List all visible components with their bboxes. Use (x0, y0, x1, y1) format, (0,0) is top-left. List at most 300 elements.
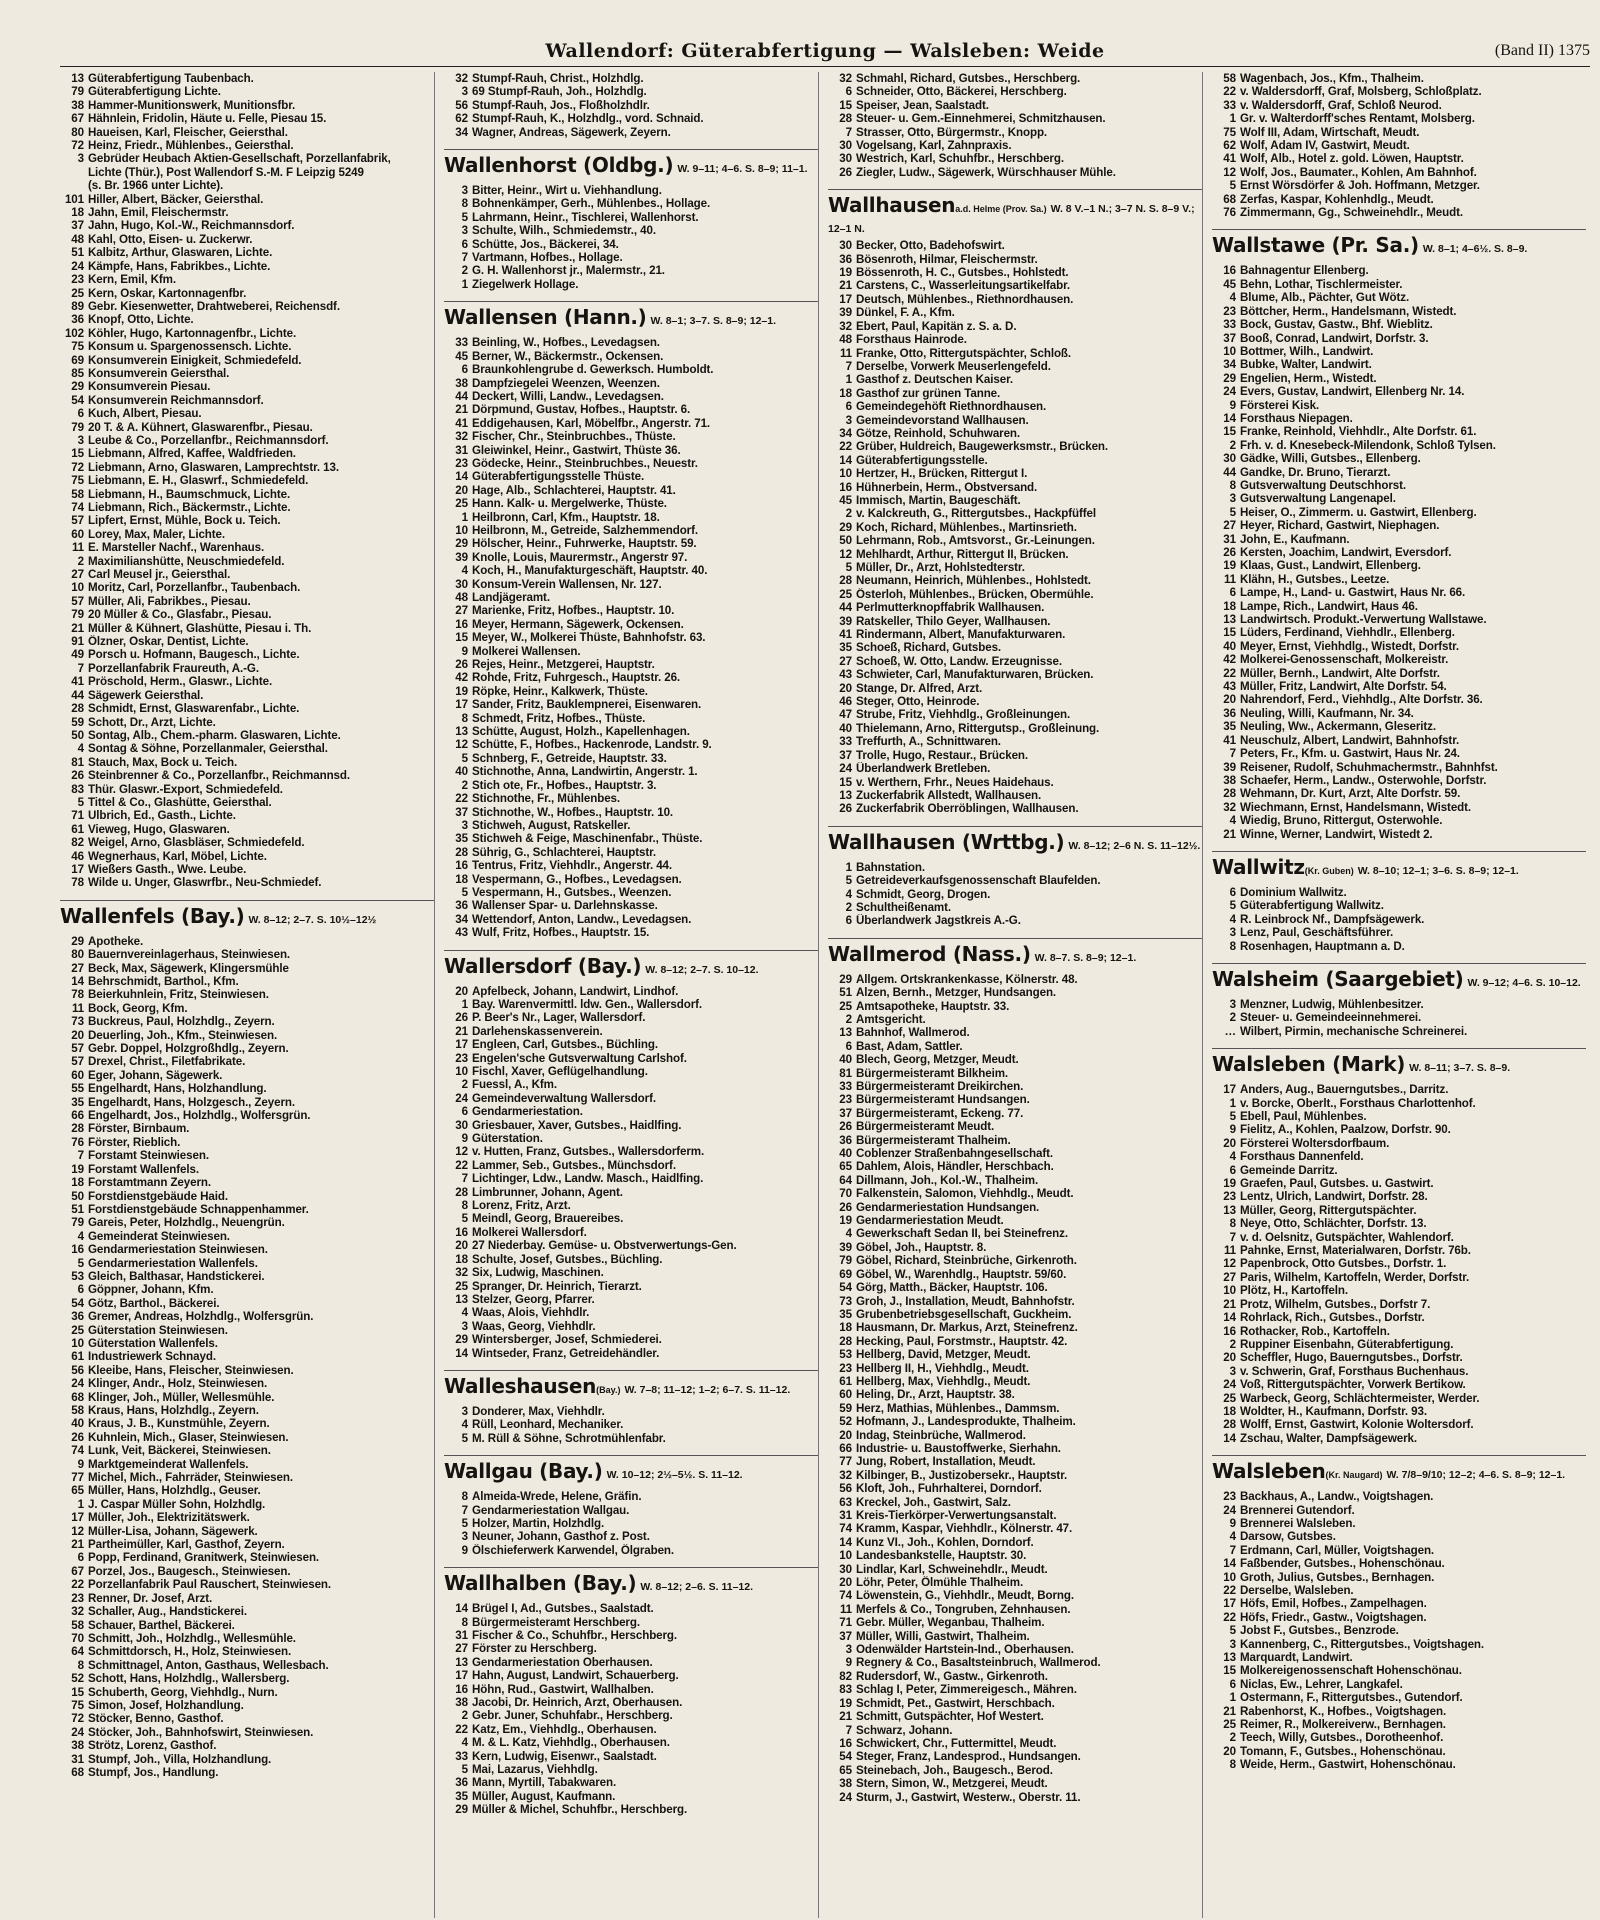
directory-entry (60, 1686, 434, 1699)
entry-text: Regnery & Co., Basaltsteinbruch, Wallmerod. (856, 1656, 1101, 1670)
entry-number: 75 (71, 474, 84, 488)
entry-number: 50 (71, 728, 84, 742)
directory-entry (60, 1176, 434, 1189)
directory-entry (60, 1002, 434, 1015)
office-hours: W. 10–12; 2½–5½. S. 11–12. (606, 1469, 743, 1482)
directory-entry (444, 1025, 818, 1038)
directory-entry (1212, 886, 1586, 899)
directory-entry (828, 333, 1202, 346)
directory-entry (828, 1496, 1202, 1509)
entry-number: 59 (71, 715, 84, 729)
entry-number: 66 (71, 1109, 84, 1123)
directory-entry (1212, 1745, 1586, 1758)
directory-entry (828, 1040, 1202, 1053)
entry-number: 5 (1229, 899, 1236, 913)
entry-number: 1 (845, 373, 852, 387)
entry-number: … (1224, 1024, 1236, 1038)
entry-number: 43 (1223, 680, 1236, 694)
entry-number: 5 (461, 1763, 468, 1777)
entry-text: Konsumverein Geiersthal. (88, 366, 230, 380)
entry-text: Gendarmeriestation Wallenfels. (88, 1256, 258, 1270)
entry-text: Gebr. Doppel, Holzgroßhdlg., Zeyern. (88, 1042, 289, 1056)
directory-entry (60, 1055, 434, 1068)
entry-text: Stichnothe, Anna, Landwirtin, Angerstr. 1. (472, 765, 698, 779)
entry-number: 4 (1229, 814, 1236, 828)
entry-number: 16 (455, 859, 468, 873)
directory-entry (444, 390, 818, 403)
directory-entry (1212, 85, 1586, 98)
entry-number: 32 (455, 1266, 468, 1280)
entry-text: Perlmutterknopffabrik Wallhausen. (856, 601, 1045, 615)
directory-entry (444, 698, 818, 711)
directory-entry (828, 1388, 1202, 1401)
entry-number: 3 (461, 85, 468, 99)
entry-text: Sontag, Alb., Chem.-pharm. Glaswaren, Lichte. (88, 728, 341, 742)
entry-text: Becker, Otto, Badehofswirt. (856, 239, 1005, 253)
entry-number: 1 (1229, 112, 1236, 126)
entry-number: 14 (1223, 1311, 1236, 1325)
entry-number: 69 (839, 1267, 852, 1281)
entry-text: Wulf, Fritz, Hofbes., Hauptstr. 15. (472, 926, 650, 940)
entry-number: 16 (839, 480, 852, 494)
entry-number: 61 (839, 1374, 852, 1388)
entry-text: Strasser, Otto, Bürgermstr., Knopp. (856, 125, 1048, 139)
entry-number: 13 (1223, 1203, 1236, 1217)
entry-number: 48 (839, 333, 852, 347)
entry-text: Schultheißenamt. (856, 900, 952, 914)
entry-text: Marquardt, Landwirt. (1240, 1651, 1353, 1665)
entry-number: 25 (1223, 1391, 1236, 1405)
directory-entry (60, 1458, 434, 1471)
entry-text: Porzel, Jos., Baugesch., Steinwiesen. (88, 1564, 291, 1578)
entry-text: Stumpf-Rauh, K., Holzhdlg., vord. Schnaid. (472, 112, 704, 126)
directory-entry (828, 521, 1202, 534)
entry-number: 66 (839, 1441, 852, 1455)
entry-text: Engelhardt, Hans, Holzgesch., Zeyern. (88, 1095, 295, 1109)
directory-entry (828, 1683, 1202, 1696)
entry-text: Gemeinde Darritz. (1240, 1163, 1338, 1177)
directory-entry (60, 139, 434, 152)
directory-entry (1212, 99, 1586, 112)
directory-entry (1212, 1611, 1586, 1624)
entry-number: 2 (1229, 1011, 1236, 1025)
entry-number: 23 (455, 456, 468, 470)
entry-number: 28 (455, 845, 468, 859)
directory-entry (1212, 1190, 1586, 1203)
entry-number: 29 (455, 537, 468, 551)
entry-number: 91 (71, 635, 84, 649)
entry-text: Forsthaus Dannenfeld. (1240, 1150, 1364, 1164)
directory-entry (60, 1417, 434, 1430)
entry-number: 2 (461, 1709, 468, 1723)
directory-entry (828, 1000, 1202, 1013)
entry-number: 37 (839, 1106, 852, 1120)
entry-text: Wintersberger, Josef, Schmiederei. (472, 1333, 662, 1347)
entry-text: Götz, Barthol., Bäckerei. (88, 1296, 220, 1310)
entry-text: Wettendorf, Anton, Landw., Levedagsen. (472, 912, 692, 926)
entry-number: 26 (839, 1200, 852, 1214)
entry-number: 17 (455, 1038, 468, 1052)
entry-number: 29 (455, 1803, 468, 1817)
directory-entry (828, 306, 1202, 319)
entry-text: Höfs, Emil, Hofbes., Zampelhagen. (1240, 1597, 1427, 1611)
directory-entry (60, 1699, 434, 1712)
directory-entry (444, 1656, 818, 1669)
directory-entry (444, 1405, 818, 1418)
directory-entry (828, 1013, 1202, 1026)
entry-text: Deuerling, Joh., Kfm., Steinwiesen. (88, 1028, 278, 1042)
directory-entry (444, 1306, 818, 1319)
entry-number: 8 (461, 1615, 468, 1629)
entry-text: Treffurth, A., Schnittwaren. (856, 735, 1001, 749)
entry-text: Vartmann, Hofbes., Hollage. (472, 251, 623, 265)
directory-entry (1212, 166, 1586, 179)
entry-text: Menzner, Ludwig, Mühlenbesitzer. (1240, 997, 1424, 1011)
directory-entry (828, 1563, 1202, 1576)
entry-text: Neumann, Heinrich, Mühlenbes., Hohlstedt. (856, 574, 1091, 588)
directory-entry (60, 742, 434, 755)
entry-text: v. Kalckreuth, G., Rittergutsbes., Hackpfüffel (856, 507, 1096, 521)
entry-text: Überlandwerk Bretleben. (856, 762, 991, 776)
entry-text: Neuschulz, Albert, Landwirt, Bahnhofstr. (1240, 733, 1460, 747)
directory-entry (828, 99, 1202, 112)
entry-text: Meindl, Georg, Brauereibes. (472, 1212, 624, 1226)
entry-text: Hellberg, David, Metzger, Meudt. (856, 1348, 1031, 1362)
entry-text: Engelhardt, Jos., Holzhdlg., Wolfersgrün. (88, 1109, 311, 1123)
entry-number: 22 (1223, 1610, 1236, 1624)
entry-text: Stichnothe, Fr., Mühlenbes. (472, 792, 621, 806)
entry-number: 3 (845, 1643, 852, 1657)
directory-entry (60, 474, 434, 487)
entry-number: 24 (1223, 385, 1236, 399)
entry-text: Lenz, Paul, Geschäftsführer. (1240, 926, 1394, 940)
entry-number: 26 (1223, 546, 1236, 559)
directory-entry (1212, 1504, 1586, 1517)
directory-entry (828, 901, 1202, 914)
place-qualifier: (Kr. Naugard) (1325, 1470, 1383, 1481)
entry-number: 68 (1223, 192, 1236, 206)
directory-entry (828, 1522, 1202, 1535)
entry-text: Meyer, Hermann, Sägewerk, Ockensen. (472, 617, 684, 631)
entry-text: Herz, Mathias, Mühlenbes., Dammsm. (856, 1401, 1060, 1415)
entry-text: Dörpmund, Gustav, Hofbes., Hauptstr. 6. (472, 403, 691, 417)
entry-text: Ernst Wörsdörfer & Joh. Hoffmann, Metzger. (1240, 179, 1480, 193)
entry-text: 20 T. & A. Kühnert, Glaswarenfbr., Piesau. (88, 420, 313, 434)
entry-text: Wolf, Jos., Baumater., Kohlen, Am Bahnhof. (1240, 165, 1477, 179)
directory-entry (444, 211, 818, 224)
directory-entry (444, 1803, 818, 1816)
directory-entry (60, 1404, 434, 1417)
directory-entry (60, 1659, 434, 1672)
entry-number: 6 (77, 1283, 84, 1297)
entry-text: Paris, Wilhelm, Kartoffeln, Werder, Dorfstr. (1240, 1270, 1470, 1284)
directory-entry (1212, 926, 1586, 939)
entry-number: 5 (1229, 1624, 1236, 1638)
directory-entry (444, 779, 818, 792)
directory-entry (1212, 412, 1586, 425)
entry-text: Forstamt Wallenfels. (88, 1162, 199, 1176)
entry-number: 65 (71, 1484, 84, 1498)
directory-entry (60, 126, 434, 139)
entry-text: Lüders, Ferdinand, Viehhdlr., Ellenberg. (1240, 626, 1455, 640)
directory-entry (444, 1320, 818, 1333)
entry-text: Klähn, H., Gutsbes., Leetze. (1240, 572, 1390, 586)
entry-number: 72 (71, 139, 84, 153)
entry-number: 15 (839, 98, 852, 112)
entry-number: 29 (71, 934, 84, 948)
entry-text: Kern, Emil, Kfm. (88, 273, 176, 287)
entry-text: Papenbrock, Otto Gutsbes., Dorfstr. 1. (1240, 1257, 1447, 1271)
entry-number: 56 (71, 1363, 84, 1377)
section-heading (444, 149, 818, 181)
entry-text: Apfelbeck, Johann, Landwirt, Lindhof. (472, 984, 679, 998)
directory-entry (828, 266, 1202, 279)
entry-text: Hecking, Paul, Forstmstr., Hauptstr. 42. (856, 1334, 1068, 1348)
directory-entry (444, 832, 818, 845)
entry-text: Schmidt, Pet., Gastwirt, Herschbach. (856, 1696, 1055, 1710)
entry-number: 14 (839, 1535, 852, 1549)
entry-number: 2 (461, 264, 468, 278)
directory-entry (60, 796, 434, 809)
entry-text: Güterabfertigungsstelle Thüste. (472, 470, 645, 484)
entry-number: 10 (839, 467, 852, 481)
directory-page (60, 38, 1590, 1918)
entry-text: Waas, Georg, Viehhdlr. (472, 1319, 596, 1333)
directory-entry (60, 1672, 434, 1685)
entry-text: Konsumverein Einigkeit, Schmiedefeld. (88, 353, 302, 367)
entry-text: Landjägeramt. (472, 591, 550, 604)
entry-number: 21 (839, 1710, 852, 1724)
entry-number: 40 (839, 1053, 852, 1067)
directory-entry (60, 1283, 434, 1296)
directory-entry (828, 1589, 1202, 1602)
entry-number: 1 (1229, 1096, 1236, 1110)
entry-number: 51 (71, 246, 84, 260)
directory-entry (444, 926, 818, 939)
directory-entry (1212, 1544, 1586, 1557)
entry-text: Wolf, Adam IV, Gastwirt, Meudt. (1240, 139, 1410, 153)
entry-number: 34 (839, 426, 852, 440)
entry-number: 18 (1223, 599, 1236, 613)
entry-number: 2 (461, 778, 468, 792)
directory-entry (60, 541, 434, 554)
entry-number: 26 (839, 1120, 852, 1134)
entry-number: 75 (1223, 125, 1236, 139)
directory-entry (828, 481, 1202, 494)
entry-text: Engelien, Herm., Wistedt. (1240, 371, 1377, 385)
entry-number: 9 (461, 1543, 468, 1557)
directory-entry (1212, 1530, 1586, 1543)
entry-number: 39 (1223, 760, 1236, 774)
directory-entry (444, 1763, 818, 1776)
entry-text: Leube & Co., Porzellanfbr., Reichmannsdorf. (88, 433, 329, 447)
entry-number: 74 (71, 501, 84, 514)
directory-entry (1212, 291, 1586, 304)
entry-number: 18 (71, 206, 84, 220)
entry-number: 7 (1229, 747, 1236, 761)
directory-entry (828, 1643, 1202, 1656)
entry-text: Liebmann, E. H., Glaswrf., Schmiedefeld. (88, 474, 309, 488)
entry-number: 22 (1223, 666, 1236, 680)
entry-text: Derselbe, Vorwerk Meuserlengefeld. (856, 359, 1051, 373)
directory-entry (828, 1321, 1202, 1334)
entry-text: Industriewerk Schnayd. (88, 1350, 216, 1364)
entry-number: 24 (839, 1790, 852, 1804)
directory-entry (444, 738, 818, 751)
entry-number: 26 (71, 769, 84, 783)
entry-number: 44 (839, 601, 852, 615)
directory-entry (1212, 1365, 1586, 1378)
entry-text: Höfs, Friedr., Gastw., Voigtshagen. (1240, 1610, 1427, 1624)
directory-entry (60, 206, 434, 219)
office-hours: W. 8–12; 2–7. S. 10–12. (645, 963, 759, 976)
entry-number: 1 (845, 860, 852, 874)
entry-number: 38 (455, 376, 468, 390)
entry-text: Erdmann, Carl, Müller, Voigtshagen. (1240, 1543, 1435, 1557)
entry-text: Rabenhorst, K., Hofbes., Voigtshagen. (1240, 1704, 1447, 1718)
directory-entry (828, 1080, 1202, 1093)
entry-number: 28 (1223, 1418, 1236, 1432)
directory-entry (1212, 626, 1586, 639)
entry-number: 5 (461, 1212, 468, 1226)
directory-entry (60, 1350, 434, 1363)
section-heading (1212, 1455, 1586, 1487)
entry-number: 5 (461, 210, 468, 224)
entry-text: Försterei Kisk. (1240, 398, 1320, 412)
directory-entry (828, 1335, 1202, 1348)
directory-entry (1212, 573, 1586, 586)
directory-entry (444, 511, 818, 524)
entry-text: Molkerei Wallersdorf. (472, 1225, 587, 1239)
directory-entry (1212, 1378, 1586, 1391)
entry-text: Gendarmeriestation Steinwiesen. (88, 1243, 268, 1257)
directory-entry (60, 783, 434, 796)
directory-entry (60, 1605, 434, 1618)
entry-text: Popp, Ferdinand, Granitwerk, Steinwiesen. (88, 1551, 320, 1565)
entry-number: 20 (839, 1576, 852, 1590)
directory-entry (444, 998, 818, 1011)
entry-number: 39 (839, 614, 852, 628)
entry-text: Österloh, Mühlenbes., Brücken, Obermühle. (856, 587, 1094, 601)
directory-entry (60, 1471, 434, 1484)
directory-entry (60, 1619, 434, 1632)
entry-text: Forstdienstgebäude Haid. (88, 1189, 228, 1203)
entry-text: Gebr. Müller, Weganbau, Thalheim. (856, 1616, 1045, 1630)
entry-number: 28 (71, 702, 84, 716)
entry-number: 24 (71, 259, 84, 273)
directory-entry (828, 427, 1202, 440)
directory-entry (444, 537, 818, 550)
entry-text: Hiller, Albert, Bäcker, Geiersthal. (88, 192, 264, 206)
directory-entry (60, 166, 434, 179)
entry-text: Porzellanfabrik Fraureuth, A.-G. (88, 661, 259, 675)
entry-text: Fuessl, A., Kfm. (472, 1078, 557, 1092)
entry-number: 19 (839, 266, 852, 280)
entry-text: Scheffler, Hugo, Bauerngutsbes., Dorfstr. (1240, 1351, 1463, 1365)
entry-number: 33 (839, 1080, 852, 1093)
entry-text: Hertzer, H., Brücken, Rittergut I. (856, 467, 1028, 481)
office-hours: W. 9–12; 4–6. S. 10–12. (1467, 976, 1581, 989)
entry-number: 24 (1223, 1378, 1236, 1392)
entry-number: 85 (71, 366, 84, 380)
directory-entry (828, 1241, 1202, 1254)
entry-number: 62 (1223, 139, 1236, 153)
entry-text: Kersten, Joachim, Landwirt, Eversdorf. (1240, 546, 1452, 559)
entry-text: Stange, Dr. Alfred, Arzt. (856, 681, 983, 695)
directory-entry (1212, 1490, 1586, 1503)
directory-entry (444, 551, 818, 564)
entry-text: Schmittdorsch, H., Holz, Steinwiesen. (88, 1645, 292, 1659)
entry-number: 79 (71, 608, 84, 622)
entry-number: 7 (845, 359, 852, 373)
entry-number: 15 (1223, 425, 1236, 439)
entry-text: G. H. Wallenhorst jr., Malermstr., 21. (472, 264, 665, 278)
entry-number: 32 (839, 319, 852, 333)
directory-entry (444, 278, 818, 291)
entry-number: 20 (455, 984, 468, 998)
directory-entry (60, 354, 434, 367)
directory-entry (1212, 1325, 1586, 1338)
entry-text: Schott, Hans, Holzhdlg., Wallersberg. (88, 1672, 290, 1686)
entry-text: Wiedig, Bruno, Rittergut, Osterwohle. (1240, 814, 1443, 828)
entry-number: 70 (839, 1187, 852, 1201)
entry-text: Ruppiner Eisenbahn, Güterabfertigung. (1240, 1337, 1454, 1351)
entry-text: Güterabfertigung Wallwitz. (1240, 899, 1384, 913)
entry-number: 13 (71, 72, 84, 85)
directory-entry (828, 279, 1202, 292)
directory-entry (1212, 506, 1586, 519)
entry-text: Wintseder, Franz, Getreidehändler. (472, 1346, 660, 1360)
entry-number: 73 (71, 1015, 84, 1029)
directory-entry (1212, 1110, 1586, 1123)
directory-entry (828, 561, 1202, 574)
directory-entry (60, 461, 434, 474)
entry-text: Schütte, F., Hofbes., Hackenrode, Landstr. 9. (472, 738, 712, 752)
entry-text: Dahlem, Alois, Händler, Herschbach. (856, 1160, 1054, 1174)
directory-entry (444, 712, 818, 725)
directory-entry (828, 467, 1202, 480)
directory-entry (1212, 1271, 1586, 1284)
directory-entry (444, 1105, 818, 1118)
entry-number: 3 (1229, 997, 1236, 1011)
entry-text: Hofmann, J., Landesprodukte, Thalheim. (856, 1415, 1076, 1429)
entry-text: Kuhnlein, Mich., Glaser, Steinwiesen. (88, 1430, 289, 1444)
entry-number: 18 (455, 1252, 468, 1266)
entry-text: Hähnlein, Fridolin, Häute u. Felle, Piesau 15. (88, 112, 327, 126)
directory-entry (60, 1753, 434, 1766)
entry-number: 29 (1223, 371, 1236, 385)
column-2 (444, 72, 819, 1918)
directory-entry (444, 99, 818, 112)
entry-text: Göbel, Richard, Steinbrüche, Girkenroth. (856, 1254, 1077, 1268)
entry-number: 33 (1223, 98, 1236, 112)
directory-entry (828, 253, 1202, 266)
entry-number: 39 (455, 550, 468, 564)
entry-text: Lipfert, Ernst, Mühle, Bock u. Teich. (88, 514, 281, 528)
entry-text: Bast, Adam, Sattler. (856, 1039, 963, 1053)
place-name: Wallhausen (Wrttbg.) (828, 829, 1065, 854)
entry-text: Gemeinderat Steinwiesen. (88, 1229, 230, 1243)
directory-entry (828, 1670, 1202, 1683)
office-hours: W. 8–7. S. 8–9; 12–1. (1034, 951, 1137, 964)
entry-text: Gödecke, Heinr., Steinbruchbes., Neuestr. (472, 456, 698, 470)
directory-entry (444, 1212, 818, 1225)
directory-entry (1212, 787, 1586, 800)
entry-text: Schott, Dr., Arzt, Lichte. (88, 715, 216, 729)
entry-number: 15 (839, 775, 852, 789)
entry-number: 22 (455, 1722, 468, 1736)
entry-text: Wagenbach, Jos., Kfm., Thalheim. (1240, 72, 1424, 85)
